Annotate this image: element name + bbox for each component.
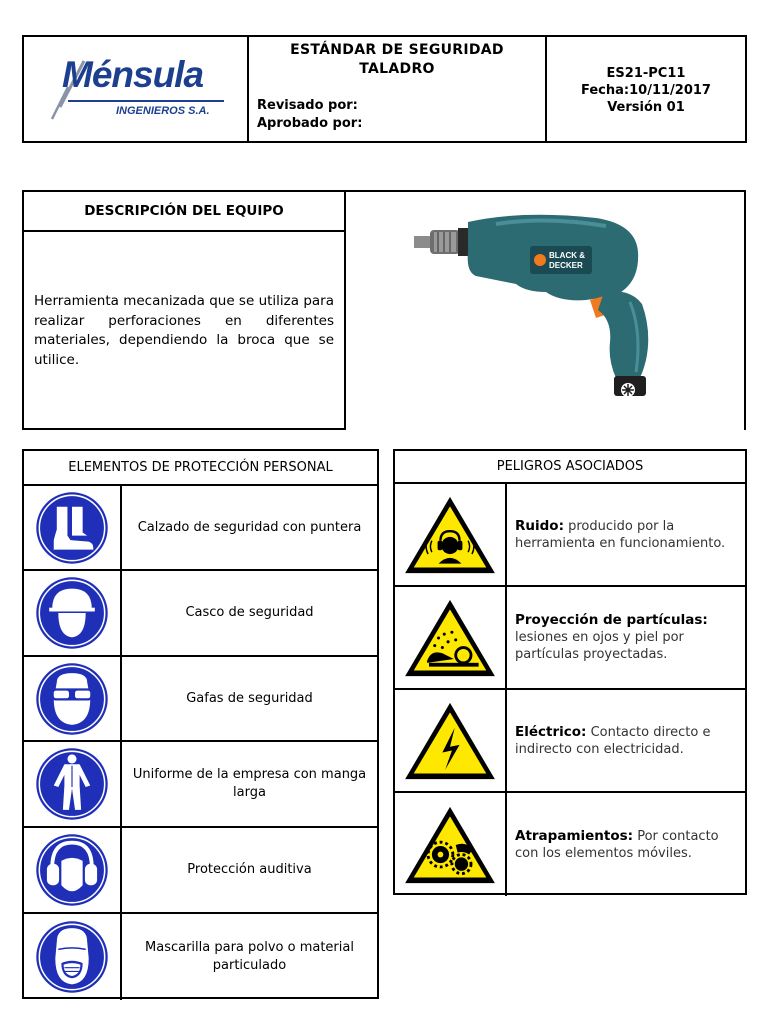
table-row: [395, 484, 745, 587]
hazard-description: [507, 793, 745, 896]
equipment-description: [22, 190, 346, 430]
logo-name: Ménsula: [62, 54, 204, 95]
ppe-heading: ELEMENTOS DE PROTECCIÓN PERSONAL: [24, 451, 377, 486]
table-row: [395, 587, 745, 690]
document-date: Fecha:10/11/2017: [581, 82, 711, 98]
ppe-label: Casco de seguridad: [185, 605, 314, 620]
safety-boot-icon: [34, 490, 110, 566]
hazard-description: [507, 484, 745, 585]
table-row: [24, 657, 377, 742]
coverall-icon: [34, 746, 110, 822]
table-row: [395, 793, 745, 896]
hazard-title: Atrapamientos:: [515, 827, 634, 844]
code-cell: [547, 37, 745, 141]
title-cell: [249, 37, 547, 141]
ppe-label: Gafas de seguridad: [186, 690, 313, 706]
document-version: Versión 01: [607, 99, 685, 115]
description-heading: DESCRIPCIÓN DEL EQUIPO: [24, 192, 344, 232]
hazard-description: [507, 690, 745, 791]
company-logo: [24, 37, 245, 141]
drill-image-cell: [346, 190, 746, 430]
ppe-label: Mascarilla para polvo o material particulado: [145, 940, 354, 973]
hard-hat-icon: [34, 575, 110, 651]
hazard-title: Proyección de partículas:: [515, 612, 708, 628]
document-header: [22, 35, 747, 143]
document-title: ESTÁNDAR DE SEGURIDAD TALADRO: [290, 42, 504, 77]
particles-warning-icon: [402, 596, 498, 680]
hazard-title: Eléctrico:: [515, 723, 587, 740]
table-row: [395, 690, 745, 793]
safety-goggles-icon: [34, 661, 110, 737]
dust-mask-icon: [34, 919, 110, 995]
drill-image: [346, 192, 744, 430]
ppe-label: Calzado de seguridad con puntera: [137, 519, 362, 535]
hazard-text: Por contacto con los elementos móviles.: [515, 828, 719, 861]
ppe-table: [22, 449, 379, 999]
drill-brand-line1: BLACK &: [549, 251, 585, 260]
drill-brand-line2: DECKER: [549, 261, 583, 270]
logo-subtitle: INGENIEROS S.A.: [116, 105, 210, 117]
company-logo-cell: [24, 37, 249, 141]
hazards-heading: PELIGROS ASOCIADOS: [395, 451, 745, 484]
ear-protection-icon: [34, 832, 110, 908]
table-row: [24, 914, 377, 1000]
document-code: ES21-PC11: [606, 65, 686, 81]
table-row: [24, 828, 377, 914]
reviewed-by: Revisado por:: [257, 98, 358, 113]
table-row: [24, 742, 377, 828]
hazard-title: Ruido:: [515, 517, 564, 534]
hazard-text: lesiones en ojos y piel por partículas proyectadas.: [515, 630, 684, 662]
table-row: [24, 571, 377, 657]
table-row: [24, 486, 377, 571]
entrapment-warning-icon: [402, 803, 498, 887]
electric-warning-icon: [402, 699, 498, 783]
ppe-label: Protección auditiva: [187, 862, 312, 877]
hazards-table: [393, 449, 747, 895]
hazard-text: producido por la herramienta en funcionamiento.: [515, 518, 726, 551]
ppe-label: Uniforme de la empresa con manga larga: [132, 767, 367, 800]
hazard-description: [507, 587, 745, 688]
noise-warning-icon: [402, 493, 498, 577]
revision-block: [257, 97, 362, 133]
approved-by: Aprobado por:: [257, 116, 363, 131]
hazard-text: Contacto directo e indirecto con electricidad.: [515, 724, 711, 757]
description-text: Herramienta mecanizada que se utiliza para realizar perforaciones en diferentes materiales, dependiendo la broca que se utilice.: [34, 293, 334, 368]
